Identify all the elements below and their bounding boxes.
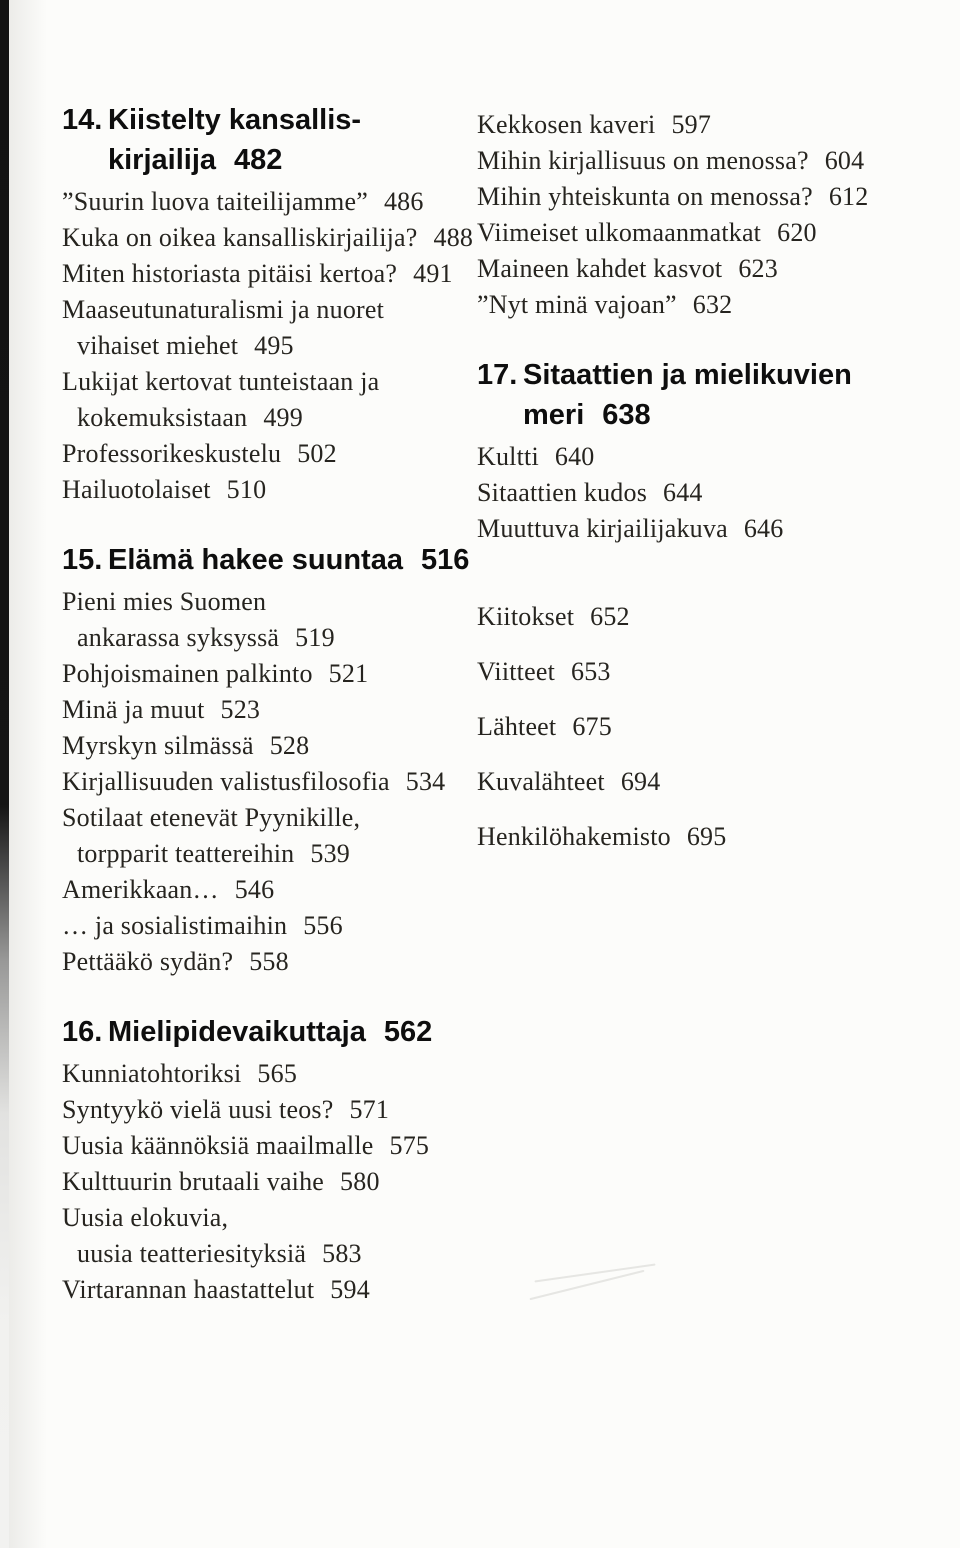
page-number: 521 [328, 659, 369, 688]
entry-title-text: Sitaattien kudos [477, 478, 648, 507]
page-number: 486 [383, 187, 424, 216]
entry-title-text: ”Suurin luova taiteilijamme” [62, 187, 368, 216]
toc-chapter-heading [62, 540, 470, 580]
toc-line [62, 1272, 464, 1308]
page-number: 523 [220, 695, 261, 724]
toc-entry [62, 436, 464, 472]
entry-title-text: Miten historiasta pitäisi kertoa? [62, 259, 398, 288]
page-number: 675 [572, 712, 612, 741]
toc-entry [62, 184, 464, 220]
toc-line [477, 355, 937, 395]
toc-entry [477, 287, 937, 323]
page-number: 519 [295, 623, 335, 652]
page-number: 528 [269, 731, 310, 760]
toc-entry [477, 654, 937, 690]
toc-line [62, 1236, 464, 1272]
entry-title-text: Henkilöhakemisto [477, 822, 671, 851]
toc-line [477, 764, 937, 800]
page-number: 534 [405, 767, 446, 796]
entry-title-text: uusia teatteriesityksiä [77, 1239, 307, 1268]
page-number: 638 [602, 399, 651, 431]
toc-line [477, 287, 937, 323]
toc-line [477, 511, 937, 547]
toc-entry [477, 143, 937, 179]
entry-title-text: Kultti [477, 442, 539, 471]
page-number: 565 [257, 1059, 298, 1088]
toc-line [62, 220, 474, 256]
toc-entry [62, 292, 464, 364]
toc-entry [477, 764, 937, 800]
page-number: 571 [349, 1095, 390, 1124]
entry-title-text: vihaiset miehet [77, 331, 239, 360]
toc-line [477, 599, 937, 635]
chapter-number: 15. [62, 544, 103, 576]
toc-chapter-heading [62, 100, 464, 180]
toc-line [62, 184, 464, 220]
toc-entry [62, 1056, 464, 1092]
page-number: 623 [738, 254, 778, 283]
page-number: 556 [303, 911, 343, 940]
entry-title-text: Uusia elokuvia, [62, 1203, 229, 1232]
toc-line [62, 328, 464, 364]
entry-title-text: Professorikeskustelu [62, 439, 282, 468]
page-number: 620 [777, 218, 817, 247]
toc-entry [62, 692, 464, 728]
toc-line [477, 251, 937, 287]
entry-title-text: Kekkosen kaveri [477, 110, 656, 139]
page-number: 580 [340, 1167, 380, 1196]
page-number: 612 [828, 182, 869, 211]
entry-title-text: Amerikkaan… [62, 875, 219, 904]
toc-line [62, 400, 464, 436]
toc-entry [477, 709, 937, 745]
entry-title-text: Minä ja muut [62, 695, 205, 724]
entry-title-text: Hailuotolaiset [62, 475, 211, 504]
chapter-title-text: Elämä hakee suuntaa [108, 544, 403, 576]
chapter-number: 14. [62, 104, 103, 136]
toc-entry [477, 475, 937, 511]
chapter-title-text: kirjailija [108, 144, 217, 176]
page-number: 495 [254, 331, 294, 360]
page-number: 695 [686, 822, 727, 851]
entry-title-text: Lukijat kertovat tunteistaan ja [62, 367, 380, 396]
toc-line [477, 143, 937, 179]
entry-title-text: Mihin kirjallisuus on menossa? [477, 146, 809, 175]
toc-entry [477, 439, 937, 475]
entry-title-text: Maaseutunaturalismi ja nuoret [62, 295, 385, 324]
toc-entry [62, 1092, 464, 1128]
toc-entry [62, 1272, 464, 1308]
toc-line [62, 908, 464, 944]
toc-entry [62, 1200, 464, 1272]
page-number: 652 [590, 602, 630, 631]
entry-title-text: Pettääkö sydän? [62, 947, 234, 976]
toc-entry [477, 215, 937, 251]
page-number: 653 [571, 657, 611, 686]
toc-line [62, 836, 464, 872]
page-number: 575 [389, 1131, 430, 1160]
page-number: 558 [249, 947, 289, 976]
scan-binding-shadow [0, 0, 9, 1548]
toc-line [62, 1200, 464, 1236]
page-number: 604 [824, 146, 865, 175]
toc-entry [62, 256, 464, 292]
toc-entry [62, 364, 464, 436]
chapter-number: 16. [62, 1016, 103, 1048]
toc-column-left [62, 100, 474, 1308]
toc-entry [62, 220, 474, 256]
toc-line [62, 256, 464, 292]
entry-title-text: Pieni mies Suomen [62, 587, 267, 616]
entry-title-text: Mihin yhteiskunta on menossa? [477, 182, 813, 211]
entry-title-text: Kuka on oikea kansalliskirjailija? [62, 223, 418, 252]
toc-line [62, 584, 464, 620]
toc-entry [62, 472, 464, 508]
entry-title-text: Myrskyn silmässä [62, 731, 254, 760]
entry-title-text: Viimeiset ulkomaanmatkat [477, 218, 762, 247]
toc-entry [477, 819, 937, 855]
entry-title-text: torpparit teattereihin [77, 839, 295, 868]
page-number: 597 [671, 110, 712, 139]
page-number: 499 [263, 403, 303, 432]
toc-line [62, 620, 464, 656]
toc-line [62, 692, 464, 728]
toc-line [477, 179, 937, 215]
toc-line [477, 709, 937, 745]
page-number: 562 [383, 1016, 433, 1048]
page-number: 583 [322, 1239, 362, 1268]
toc-entry [477, 599, 937, 635]
entry-title-text: Kuvalähteet [477, 767, 605, 796]
toc-entry [62, 728, 464, 764]
toc-line [62, 292, 464, 328]
toc-entry [62, 1128, 464, 1164]
page-number: 594 [330, 1275, 370, 1304]
entry-title-text: Kulttuurin brutaali vaihe [62, 1167, 325, 1196]
entry-title-text: Muuttuva kirjailijakuva [477, 514, 728, 543]
entry-title-text: ankarassa syksyssä [77, 623, 280, 652]
entry-title-text: Viitteet [477, 657, 556, 686]
chapter-title-text: Kiistelty kansallis- [108, 104, 362, 136]
toc-chapter-heading [477, 355, 937, 435]
page-number: 502 [297, 439, 337, 468]
toc-entry [477, 251, 937, 287]
toc-entry [62, 584, 464, 656]
chapter-title-text: Mielipidevaikuttaja [108, 1016, 366, 1048]
toc-line [477, 654, 937, 690]
entry-title-text: Maineen kahdet kasvot [477, 254, 723, 283]
toc-line [62, 1128, 464, 1164]
toc-line [477, 439, 937, 475]
entry-title-text: Lähteet [477, 712, 557, 741]
page-number: 640 [554, 442, 595, 471]
chapter-title-text: meri [523, 399, 585, 431]
toc-line [62, 140, 464, 180]
toc-line [62, 1164, 464, 1200]
entry-title-text: Uusia käännöksiä maailmalle [62, 1131, 374, 1160]
page-curve-shadow [9, 0, 47, 1548]
toc-line [62, 1056, 464, 1092]
toc-line [62, 436, 464, 472]
toc-line [477, 107, 937, 143]
toc-line [62, 472, 464, 508]
page-number: 694 [620, 767, 661, 796]
toc-line [477, 395, 937, 435]
entry-title-text: kokemuksistaan [77, 403, 248, 432]
toc-line [62, 100, 464, 140]
entry-title-text: … ja sosialistimaihin [62, 911, 288, 940]
entry-title-text: Sotilaat etenevät Pyynikille, [62, 803, 361, 832]
page-number: 546 [234, 875, 275, 904]
page-number: 632 [692, 290, 733, 319]
toc-entry [62, 908, 464, 944]
toc-entry [62, 944, 464, 980]
toc-line [62, 764, 464, 800]
toc-line [62, 1012, 464, 1052]
toc-entry [477, 179, 937, 215]
chapter-title-text: Sitaattien ja mielikuvien [523, 359, 852, 391]
toc-line [62, 944, 464, 980]
toc-line [477, 215, 937, 251]
entry-title-text: Kirjallisuuden valistusfilosofia [62, 767, 390, 796]
toc-line [62, 540, 470, 580]
toc-line [62, 728, 464, 764]
page-number: 491 [413, 259, 453, 288]
toc-line [477, 819, 937, 855]
toc-entry [62, 800, 464, 872]
entry-title-text: ”Nyt minä vajoan” [477, 290, 677, 319]
entry-title-text: Syntyykö vielä uusi teos? [62, 1095, 334, 1124]
toc-entry [477, 511, 937, 547]
toc-line [62, 800, 464, 836]
toc-line [62, 656, 464, 692]
toc-line [62, 364, 464, 400]
page-number: 488 [433, 223, 474, 252]
toc-chapter-heading [62, 1012, 464, 1052]
page-number: 539 [310, 839, 350, 868]
entry-title-text: Kiitokset [477, 602, 575, 631]
entry-title-text: Pohjoismainen palkinto [62, 659, 313, 688]
page-number: 482 [234, 144, 283, 176]
page-number: 644 [663, 478, 703, 507]
page-number: 516 [420, 544, 470, 576]
toc-entry [62, 764, 464, 800]
page-number: 646 [743, 514, 784, 543]
entry-title-text: Virtarannan haastattelut [62, 1275, 315, 1304]
toc-entry [477, 107, 937, 143]
toc-entry [62, 656, 464, 692]
toc-entry [62, 1164, 464, 1200]
page-number: 510 [226, 475, 267, 504]
toc-line [62, 872, 464, 908]
toc-line [477, 475, 937, 511]
entry-title-text: Kunniatohtoriksi [62, 1059, 242, 1088]
chapter-number: 17. [477, 359, 518, 391]
toc-column-right [477, 107, 937, 855]
toc-line [62, 1092, 464, 1128]
toc-entry [62, 872, 464, 908]
